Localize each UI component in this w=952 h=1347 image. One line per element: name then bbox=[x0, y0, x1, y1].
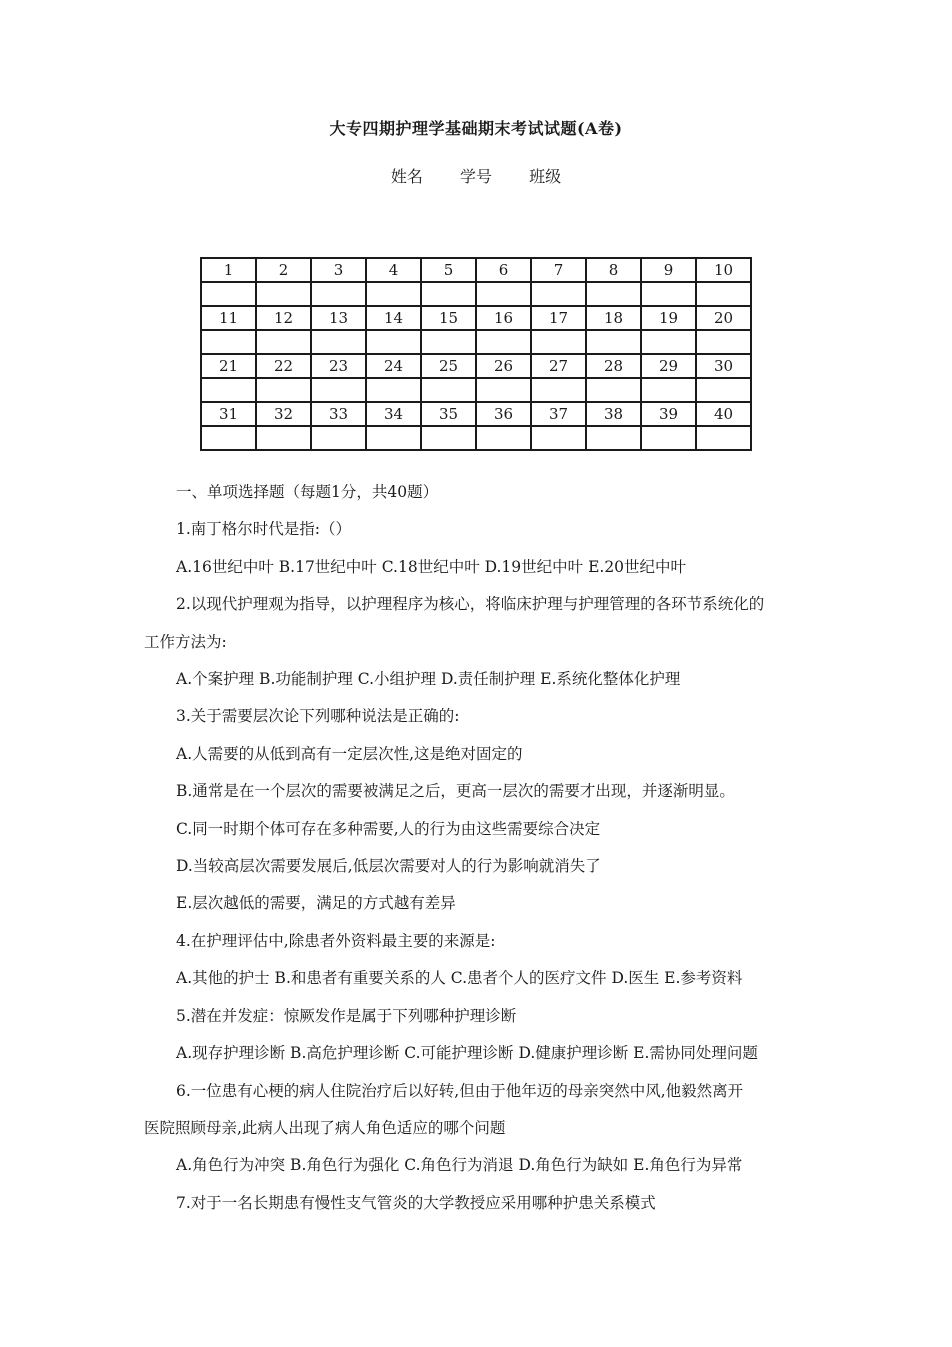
name-label: 姓名 bbox=[390, 167, 423, 186]
grid-answer-cell[interactable] bbox=[256, 282, 311, 306]
grid-answer-cell[interactable] bbox=[366, 378, 421, 402]
grid-number-cell: 8 bbox=[586, 258, 641, 282]
grid-number-cell: 31 bbox=[201, 402, 256, 426]
question-line: 6.一位患有心梗的病人住院治疗后以好转,但由于他年迈的母亲突然中风,他毅然离开 bbox=[176, 1081, 744, 1100]
grid-number-cell: 26 bbox=[476, 354, 531, 378]
grid-answer-cell[interactable] bbox=[531, 330, 586, 354]
grid-number-cell: 5 bbox=[421, 258, 476, 282]
grid-number-cell: 39 bbox=[641, 402, 696, 426]
grid-number-cell: 7 bbox=[531, 258, 586, 282]
grid-number-cell: 12 bbox=[256, 306, 311, 330]
question-line: 4.在护理评估中,除患者外资料最主要的来源是: bbox=[176, 931, 496, 950]
grid-answer-cell[interactable] bbox=[311, 330, 366, 354]
grid-answer-cell[interactable] bbox=[366, 282, 421, 306]
grid-answer-cell[interactable] bbox=[201, 378, 256, 402]
grid-answer-cell[interactable] bbox=[421, 330, 476, 354]
grid-number-cell: 4 bbox=[366, 258, 421, 282]
grid-number-cell: 2 bbox=[256, 258, 311, 282]
question-line: 7.对于一名长期患有慢性支气管炎的大学教授应采用哪种护患关系模式 bbox=[176, 1193, 656, 1212]
grid-number-cell: 6 bbox=[476, 258, 531, 282]
grid-number-cell: 22 bbox=[256, 354, 311, 378]
grid-answer-cell[interactable] bbox=[421, 282, 476, 306]
grid-answer-cell[interactable] bbox=[696, 282, 751, 306]
grid-number-row bbox=[201, 258, 751, 282]
grid-number-cell: 37 bbox=[531, 402, 586, 426]
grid-answer-cell[interactable] bbox=[586, 378, 641, 402]
grid-number-cell: 28 bbox=[586, 354, 641, 378]
grid-number-cell: 33 bbox=[311, 402, 366, 426]
question-line: 2.以现代护理观为指导，以护理程序为核心，将临床护理与护理管理的各环节系统化的 bbox=[176, 595, 765, 614]
question-line: 医院照顾母亲,此病人出现了病人角色适应的哪个问题 bbox=[144, 1118, 506, 1137]
grid-number-cell: 25 bbox=[421, 354, 476, 378]
grid-answer-row bbox=[201, 330, 751, 354]
question-line: C.同一时期个体可存在多种需要,人的行为由这些需要综合决定 bbox=[176, 819, 601, 838]
grid-answer-cell[interactable] bbox=[476, 330, 531, 354]
question-line: 1.南丁格尔时代是指:（） bbox=[176, 520, 352, 539]
grid-number-cell: 13 bbox=[311, 306, 366, 330]
grid-answer-cell[interactable] bbox=[201, 426, 256, 450]
grid-answer-cell[interactable] bbox=[696, 330, 751, 354]
question-line: B.通常是在一个层次的需要被满足之后，更高一层次的需要才出现，并逐渐明显。 bbox=[176, 782, 735, 801]
question-line: A.人需要的从低到高有一定层次性,这是绝对固定的 bbox=[176, 744, 523, 763]
grid-number-cell: 38 bbox=[586, 402, 641, 426]
question-line: 5.潜在并发症：惊厥发作是属于下列哪种护理诊断 bbox=[176, 1006, 517, 1025]
grid-answer-cell[interactable] bbox=[641, 426, 696, 450]
grid-answer-cell[interactable] bbox=[641, 282, 696, 306]
grid-number-cell: 35 bbox=[421, 402, 476, 426]
question-section bbox=[144, 474, 812, 1222]
grid-number-cell: 10 bbox=[696, 258, 751, 282]
grid-answer-cell[interactable] bbox=[421, 426, 476, 450]
grid-number-row bbox=[201, 402, 751, 426]
grid-answer-cell[interactable] bbox=[476, 426, 531, 450]
question-line: A.个案护理 B.功能制护理 C.小组护理 D.责任制护理 E.系统化整体化护理 bbox=[176, 670, 681, 689]
grid-answer-row bbox=[201, 378, 751, 402]
grid-number-cell: 16 bbox=[476, 306, 531, 330]
question-line: A.16世纪中叶 B.17世纪中叶 C.18世纪中叶 D.19世纪中叶 E.20世纪中叶 bbox=[176, 557, 687, 576]
grid-number-cell: 23 bbox=[311, 354, 366, 378]
question-line: A.现存护理诊断 B.高危护理诊断 C.可能护理诊断 D.健康护理诊断 E.需协同处理问题 bbox=[176, 1044, 758, 1063]
exam-title: 大专四期护理学基础期末考试试题(A卷) bbox=[329, 119, 623, 138]
grid-number-cell: 27 bbox=[531, 354, 586, 378]
grid-number-cell: 18 bbox=[586, 306, 641, 330]
grid-number-cell: 11 bbox=[201, 306, 256, 330]
grid-number-cell: 1 bbox=[201, 258, 256, 282]
grid-answer-cell[interactable] bbox=[256, 378, 311, 402]
grid-answer-cell[interactable] bbox=[476, 378, 531, 402]
student-info bbox=[0, 164, 952, 187]
grid-answer-cell[interactable] bbox=[201, 330, 256, 354]
grid-number-cell: 32 bbox=[256, 402, 311, 426]
grid-answer-cell[interactable] bbox=[531, 282, 586, 306]
grid-answer-cell[interactable] bbox=[311, 426, 366, 450]
student-id-label: 学号 bbox=[459, 167, 492, 186]
grid-number-cell: 36 bbox=[476, 402, 531, 426]
grid-answer-cell[interactable] bbox=[641, 330, 696, 354]
grid-answer-cell[interactable] bbox=[641, 378, 696, 402]
grid-number-row bbox=[201, 354, 751, 378]
question-line: 工作方法为: bbox=[144, 632, 227, 651]
grid-answer-cell[interactable] bbox=[201, 282, 256, 306]
grid-number-cell: 21 bbox=[201, 354, 256, 378]
grid-number-cell: 3 bbox=[311, 258, 366, 282]
grid-answer-cell[interactable] bbox=[311, 378, 366, 402]
grid-number-cell: 19 bbox=[641, 306, 696, 330]
grid-answer-cell[interactable] bbox=[531, 378, 586, 402]
question-line: 3.关于需要层次论下列哪种说法是正确的: bbox=[176, 707, 460, 726]
grid-number-cell: 9 bbox=[641, 258, 696, 282]
grid-number-cell: 34 bbox=[366, 402, 421, 426]
grid-number-row bbox=[201, 306, 751, 330]
grid-answer-row bbox=[201, 282, 751, 306]
grid-number-cell: 30 bbox=[696, 354, 751, 378]
grid-answer-cell[interactable] bbox=[256, 330, 311, 354]
question-line: A.角色行为冲突 B.角色行为强化 C.角色行为消退 D.角色行为缺如 E.角色行为异常 bbox=[176, 1156, 743, 1175]
grid-number-cell: 24 bbox=[366, 354, 421, 378]
grid-number-cell: 15 bbox=[421, 306, 476, 330]
grid-number-cell: 17 bbox=[531, 306, 586, 330]
grid-number-cell: 29 bbox=[641, 354, 696, 378]
question-line: E.层次越低的需要，满足的方式越有差异 bbox=[176, 894, 456, 913]
grid-number-cell: 20 bbox=[696, 306, 751, 330]
question-line: A.其他的护士 B.和患者有重要关系的人 C.患者个人的医疗文件 D.医生 E.参考资料 bbox=[176, 969, 743, 988]
grid-answer-cell[interactable] bbox=[421, 378, 476, 402]
question-line: D.当较高层次需要发展后,低层次需要对人的行为影响就消失了 bbox=[176, 857, 601, 876]
grid-answer-row bbox=[201, 426, 751, 450]
answer-grid bbox=[200, 257, 752, 451]
grid-answer-cell[interactable] bbox=[366, 330, 421, 354]
grid-answer-cell[interactable] bbox=[586, 330, 641, 354]
grid-answer-cell[interactable] bbox=[586, 426, 641, 450]
grid-answer-cell[interactable] bbox=[696, 378, 751, 402]
section-heading: 一、单项选择题（每题1分，共40题） bbox=[176, 483, 439, 501]
grid-answer-cell[interactable] bbox=[586, 282, 641, 306]
class-label: 班级 bbox=[529, 167, 562, 186]
grid-answer-cell[interactable] bbox=[531, 426, 586, 450]
grid-answer-cell[interactable] bbox=[311, 282, 366, 306]
grid-answer-cell[interactable] bbox=[696, 426, 751, 450]
grid-number-cell: 40 bbox=[696, 402, 751, 426]
grid-answer-cell[interactable] bbox=[366, 426, 421, 450]
grid-number-cell: 14 bbox=[366, 306, 421, 330]
grid-answer-cell[interactable] bbox=[476, 282, 531, 306]
grid-answer-cell[interactable] bbox=[256, 426, 311, 450]
